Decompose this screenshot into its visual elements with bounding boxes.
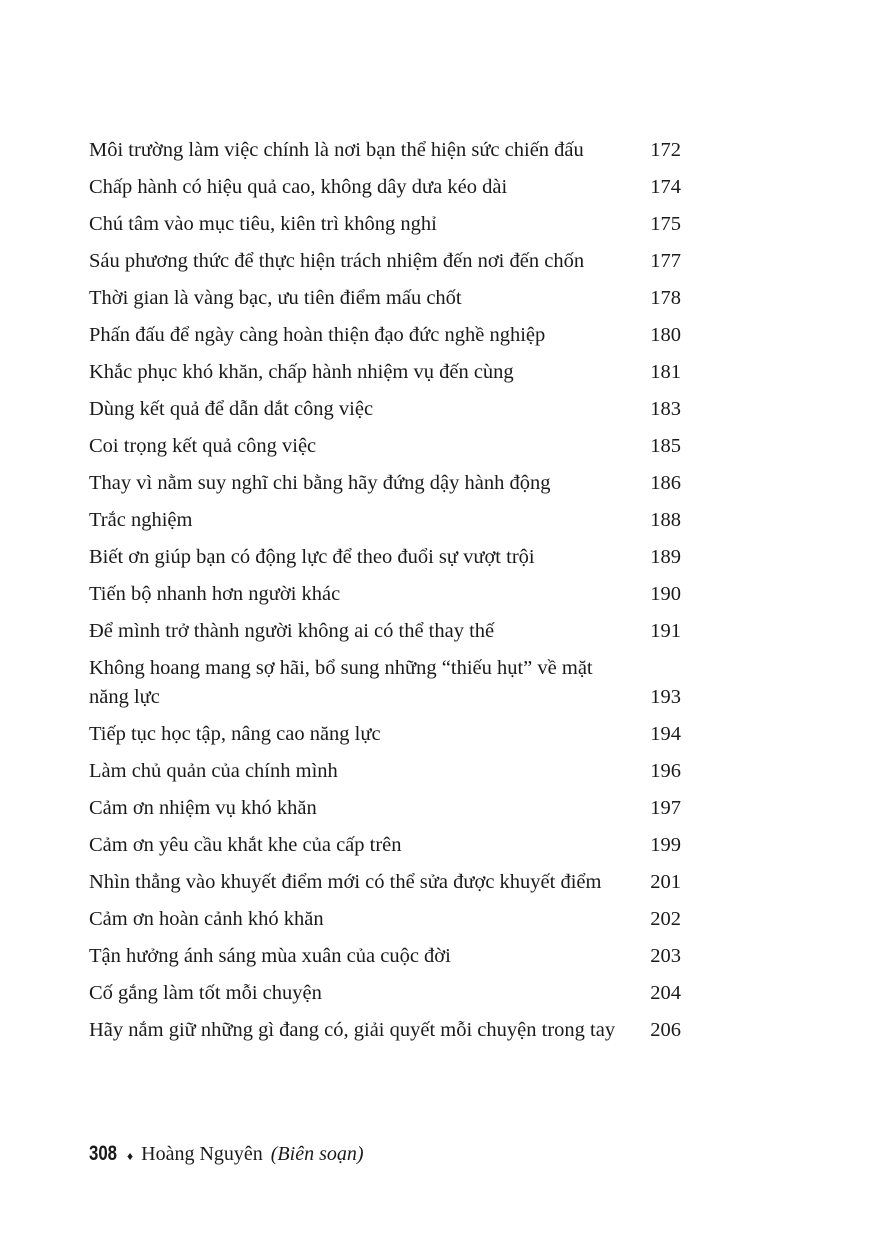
diamond-separator-icon: ♦: [127, 1149, 134, 1163]
author-role: (Biên soạn): [270, 1143, 364, 1165]
toc-entry-title: Tiến bộ nhanh hơn người khác: [89, 583, 341, 605]
toc-entry-page: 191: [650, 620, 681, 642]
page-footer: [89, 1140, 364, 1170]
toc-entry: [89, 617, 681, 646]
toc-entry-page: 190: [650, 583, 681, 605]
toc-entry-page: 186: [650, 472, 681, 494]
toc-entry: [89, 905, 681, 934]
toc-entry-page: 172: [650, 139, 681, 161]
toc-entry-title: Không hoang mang sợ hãi, bổ sung những “thiếu hụt” về mặt năng lực: [89, 657, 593, 708]
toc-entry: [89, 654, 681, 712]
toc-entry-page: 202: [650, 908, 681, 930]
toc-entry-title: Trắc nghiệm: [89, 509, 193, 531]
table-of-contents: [89, 136, 681, 1053]
toc-entry-page: 174: [650, 176, 681, 198]
toc-entry: [89, 284, 681, 313]
toc-entry-page: 183: [650, 398, 681, 420]
toc-entry-title: Coi trọng kết quả công việc: [89, 435, 317, 457]
toc-entry-page: 203: [650, 945, 681, 967]
toc-entry-page: 201: [650, 871, 681, 893]
toc-entry-title: Cảm ơn hoàn cảnh khó khăn: [89, 908, 324, 930]
toc-entry-title: Làm chủ quản của chính mình: [89, 760, 338, 782]
toc-entry-title: Sáu phương thức để thực hiện trách nhiệm đến nơi đến chốn: [89, 250, 585, 272]
toc-entry-page: 177: [650, 250, 681, 272]
toc-entry-title: Cố gắng làm tốt mỗi chuyện: [89, 982, 322, 1004]
toc-entry-title: Chú tâm vào mục tiêu, kiên trì không nghỉ: [89, 213, 437, 235]
toc-entry: [89, 942, 681, 971]
toc-entry: [89, 979, 681, 1008]
toc-entry: [89, 321, 681, 350]
toc-entry-title: Môi trường làm việc chính là nơi bạn thể hiện sức chiến đấu: [89, 139, 584, 161]
toc-entry-title: Thời gian là vàng bạc, ưu tiên điểm mấu chốt: [89, 287, 462, 309]
toc-entry: [89, 868, 681, 897]
toc-entry-page: 185: [650, 435, 681, 457]
toc-entry: [89, 506, 681, 535]
toc-entry: [89, 210, 681, 239]
toc-entry-title: Khắc phục khó khăn, chấp hành nhiệm vụ đến cùng: [89, 361, 514, 383]
author-name: Hoàng Nguyên: [141, 1143, 263, 1165]
toc-entry-page: 197: [650, 797, 681, 819]
toc-entry: [89, 358, 681, 387]
toc-entry-page: 189: [650, 546, 681, 568]
toc-entry-page: 181: [650, 361, 681, 383]
toc-entry-page: 206: [650, 1019, 681, 1041]
toc-entry-title: Hãy nắm giữ những gì đang có, giải quyết mỗi chuyện trong tay: [89, 1019, 616, 1041]
toc-entry: [89, 831, 681, 860]
toc-entry: [89, 173, 681, 202]
toc-entry: [89, 720, 681, 749]
toc-entry-title: Biết ơn giúp bạn có động lực để theo đuổi sự vượt trội: [89, 546, 535, 568]
toc-entry-title: Tận hưởng ánh sáng mùa xuân của cuộc đời: [89, 945, 451, 967]
toc-entry-page: 178: [650, 287, 681, 309]
toc-entry-title: Cảm ơn nhiệm vụ khó khăn: [89, 797, 317, 819]
toc-entry-title: Dùng kết quả để dẫn dắt công việc: [89, 398, 374, 420]
toc-entry-page: 175: [650, 213, 681, 235]
toc-entry-page: 180: [650, 324, 681, 346]
toc-entry-title: Chấp hành có hiệu quả cao, không dây dưa kéo dài: [89, 176, 508, 198]
toc-entry: [89, 1016, 681, 1045]
toc-entry: [89, 136, 681, 165]
toc-entry-page: 196: [650, 760, 681, 782]
toc-entry: [89, 432, 681, 461]
toc-entry: [89, 757, 681, 786]
toc-entry-title: Nhìn thẳng vào khuyết điểm mới có thể sửa được khuyết điểm: [89, 871, 602, 893]
toc-entry: [89, 543, 681, 572]
toc-entry: [89, 395, 681, 424]
toc-entry: [89, 580, 681, 609]
toc-entry: [89, 469, 681, 498]
toc-entry-page: 188: [650, 509, 681, 531]
toc-entry-title: Tiếp tục học tập, nâng cao năng lực: [89, 723, 381, 745]
toc-entry-page: 199: [650, 834, 681, 856]
toc-entry: [89, 794, 681, 823]
toc-entry-title: Để mình trở thành người không ai có thể thay thế: [89, 620, 495, 642]
toc-entry-title: Cảm ơn yêu cầu khắt khe của cấp trên: [89, 834, 402, 856]
toc-entry-page: 194: [650, 723, 681, 745]
toc-entry-title: Phấn đấu để ngày càng hoàn thiện đạo đức nghề nghiệp: [89, 324, 546, 346]
toc-entry: [89, 247, 681, 276]
toc-entry-page: 193: [650, 686, 681, 708]
toc-entry-page: 204: [650, 982, 681, 1004]
page-number: 308: [89, 1142, 118, 1165]
toc-entry-title: Thay vì nằm suy nghĩ chi bằng hãy đứng dậy hành động: [89, 472, 551, 494]
